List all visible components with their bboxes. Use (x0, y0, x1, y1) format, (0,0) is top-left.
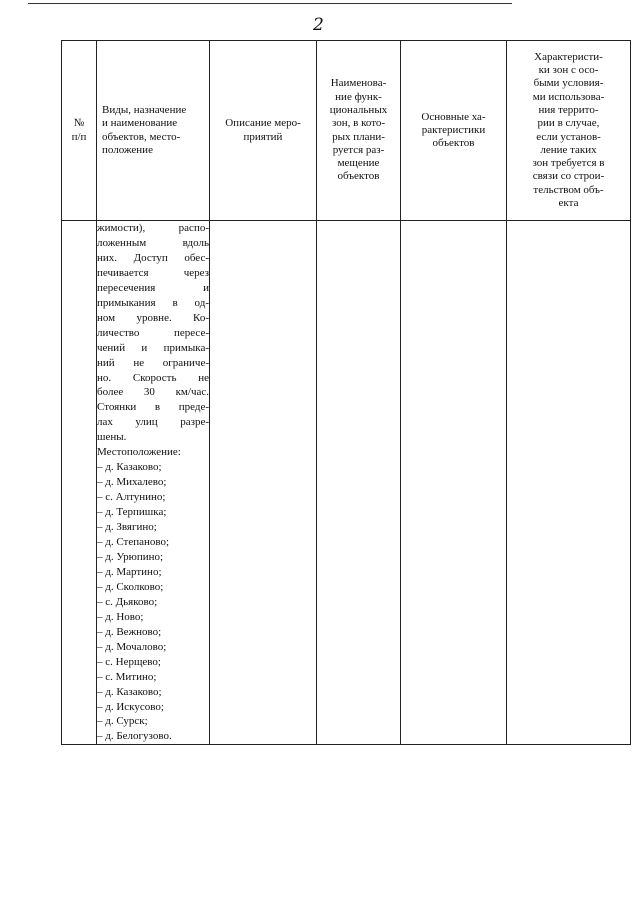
cell-special-zones (507, 221, 631, 745)
list-item: – д. Сколково; (97, 580, 164, 593)
header-functional-zones: Наименова- ние функ- циональных зон, в кото- рых плани- руется раз- мещение объектов (317, 41, 401, 221)
cell-functional-zones (317, 221, 401, 745)
list-item: – д. Терпишка; (97, 506, 167, 519)
list-item: – д. Сурск; (97, 715, 148, 728)
list-item: – с. Митино; (97, 670, 157, 683)
list-item: – с. Нерщево; (97, 655, 161, 668)
list-item: – д. Звягино; (97, 521, 157, 534)
list-item: – д. Вежново; (97, 625, 162, 638)
list-item: – д. Урюпино; (97, 550, 164, 563)
list-item: – д. Мочалово; (97, 640, 167, 653)
list-item: – д. Белогузово. (97, 730, 172, 743)
list-item: – д. Мартино; (97, 565, 162, 578)
list-item: – д. Ново; (97, 610, 144, 623)
objects-table (61, 40, 631, 745)
page-number: 2 (313, 15, 324, 35)
header-measures-description: Описание меро- приятий (210, 41, 317, 221)
list-item: – д. Казаково; (97, 685, 162, 698)
list-item: – д. Степаново; (97, 536, 170, 549)
top-rule (28, 3, 512, 4)
cell-object-description: жимости), распо- ложенным вдоль них. Доступ обес- печивается через пересечения и примыкания в од- ном уровне. Ко- личество пересе- чений и примыка- ний не ограниче- но. Скорость не более 30 км/час. Стоянки в преде- лах улиц разре- шены. Местоположение: – д. Казаково; – д. Михалево; – с. Алтунино; – д. Терпишка; – д. Звягино; – д. Степаново; – д. Урюпино; – д. Мартино; – д. Сколково; – с. Дьяково; – д. Ново; – д. Вежново; – д. Мочалово; – с. Нерщево; – с. Митино; – д. Казаково; – д. Искусово; – д. Сурск; – д. Белогузово. (97, 221, 210, 745)
cell-measures (210, 221, 317, 745)
list-item: – с. Дьяково; (97, 595, 158, 608)
list-item: – д. Михалево; (97, 476, 167, 489)
list-item: – с. Алтунино; (97, 491, 166, 504)
list-item: – д. Казаково; (97, 461, 162, 474)
cell-main-characteristics (401, 221, 507, 745)
location-label: Местоположение: (97, 446, 181, 459)
cell-number (62, 221, 97, 745)
header-number: № п/п (62, 41, 97, 221)
header-main-characteristics: Основные ха- рактеристики объектов (401, 41, 507, 221)
table-header-row (62, 41, 631, 221)
header-special-zones: Характеристи- ки зон с осо- быми условия- ми использова- ния террито- рии в случае, если установ- ление таких зон требуется в связи со строи- тельством объ- екта (507, 41, 631, 221)
header-object-types: Виды, назначение и наименование объектов, место- положение (97, 41, 210, 221)
table-row (62, 221, 631, 745)
list-item: – д. Искусово; (97, 700, 164, 713)
